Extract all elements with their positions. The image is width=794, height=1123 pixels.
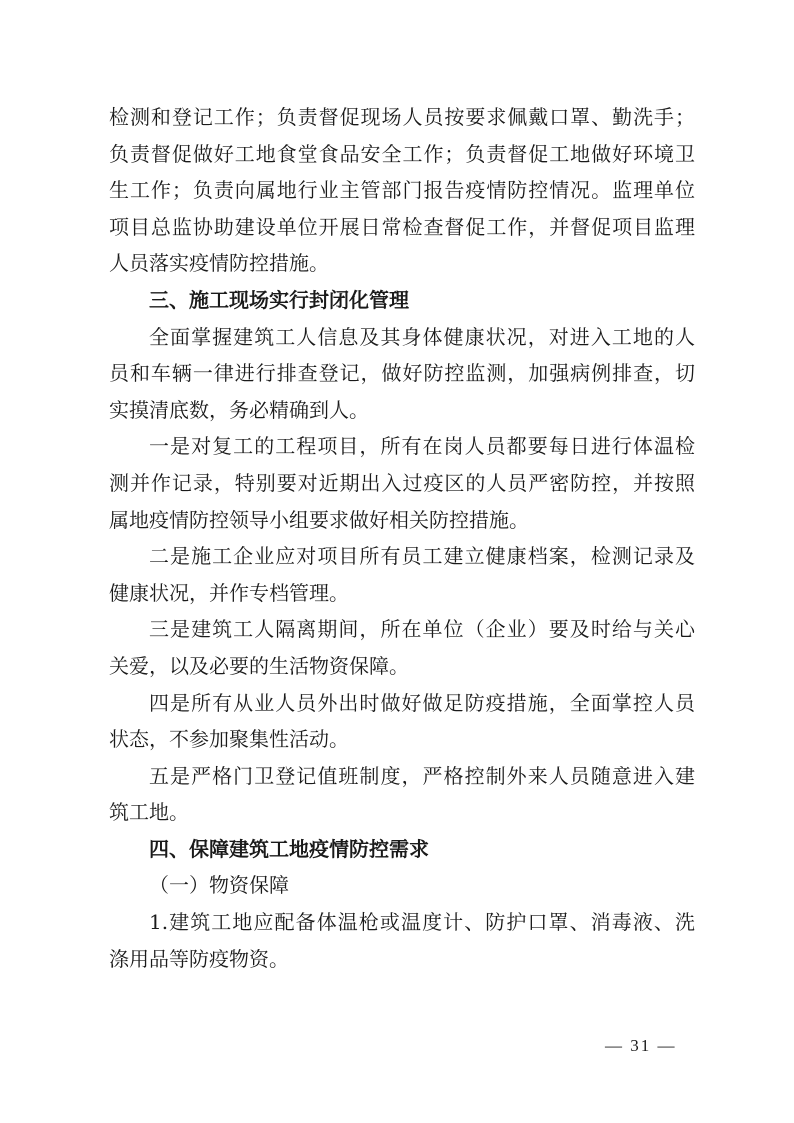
text-line: 涤用品等防疫物资。 [109, 946, 289, 971]
text-line: 检测和登记工作；负责督促现场人员按要求佩戴口罩、勤洗手； [109, 105, 695, 129]
text-line: 三是建筑工人隔离期间，所在单位（企业）要及时给与关心 [149, 617, 695, 642]
text-line: 状态，不参加聚集性活动。 [109, 727, 349, 752]
section-heading-3: 三、施工现场实行封闭化管理 [149, 287, 409, 312]
text-line: 全面掌握建筑工人信息及其身体健康状况，对进入工地的人 [149, 324, 695, 349]
text-line: 五是严格门卫登记值班制度，严格控制外来人员随意进入建 [149, 763, 695, 788]
text-line: 项目总监协助建设单位开展日常检查督促工作，并督促项目监理 [109, 214, 695, 239]
text-line: 关爱，以及必要的生活物资保障。 [109, 653, 409, 678]
text-line: 二是施工企业应对项目所有员工建立健康档案，检测记录及 [149, 544, 695, 569]
text-line: 筑工地。 [109, 800, 189, 825]
text-line: 人员落实疫情防控措施。 [109, 251, 329, 276]
page-number: — 31 — [605, 1036, 677, 1055]
text-line: 四是所有从业人员外出时做好做足防疫措施，全面掌控人员 [149, 690, 695, 715]
text-line: 测并作记录，特别要对近期出入过疫区的人员严密防控，并按照 [109, 470, 695, 495]
subsection-heading: （一）物资保障 [149, 873, 289, 898]
text-line: 一是对复工的工程项目，所有在岗人员都要每日进行体温检 [149, 434, 695, 459]
text-line: 员和车辆一律进行排查登记，做好防控监测，加强病例排查，切 [109, 361, 695, 386]
text-line: 健康状况，并作专档管理。 [109, 580, 349, 605]
text-line: 生工作；负责向属地行业主管部门报告疫情防控情况。监理单位 [109, 178, 695, 203]
text-line: 负责督促做好工地食堂食品安全工作；负责督促工地做好环境卫 [109, 141, 695, 166]
text-line: 1.建筑工地应配备体温枪或温度计、防护口罩、消毒液、洗 [149, 910, 695, 935]
text-line: 属地疫情防控领导小组要求做好相关防控措施。 [109, 507, 529, 532]
text-line: 实摸清底数，务必精确到人。 [109, 397, 369, 422]
section-heading-4: 四、保障建筑工地疫情防控需求 [149, 836, 429, 861]
document-body [109, 99, 695, 977]
